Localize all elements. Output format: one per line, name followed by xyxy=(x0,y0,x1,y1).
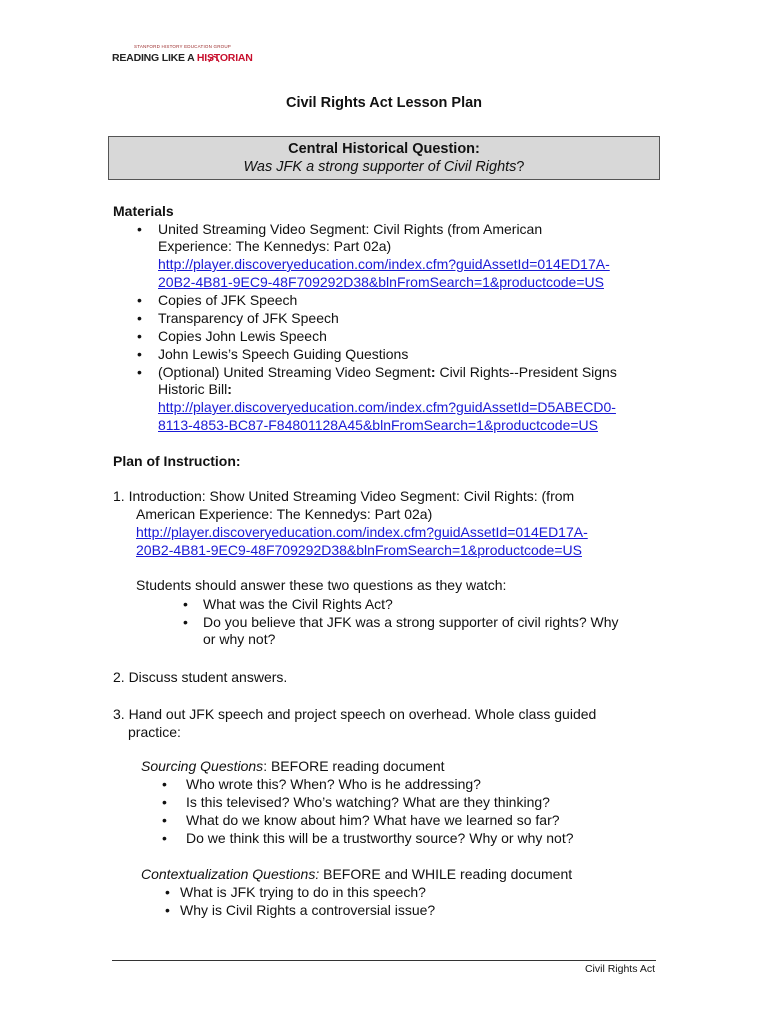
logo-arc-icon xyxy=(207,50,221,64)
bullet-icon: • xyxy=(137,364,142,380)
sourcing-question-1: Who wrote this? When? Who is he addressing? xyxy=(186,776,481,792)
material-item-4: Copies John Lewis Speech xyxy=(158,328,327,344)
material-item-6-line-1 xyxy=(158,364,617,382)
material-item-5: John Lewis’s Speech Guiding Questions xyxy=(158,346,409,362)
contextualization-question-1: What is JFK trying to do in this speech? xyxy=(180,884,426,900)
material-video-link-2[interactable]: http://player.discoveryeducation.com/index.cfm?guidAssetId=D5ABECD0- xyxy=(158,399,616,415)
sourcing-rest: : BEFORE reading document xyxy=(263,758,445,774)
plan-heading: Plan of Instruction: xyxy=(113,453,241,469)
page-title: Civil Rights Act Lesson Plan xyxy=(285,95,483,111)
material-video-link-1-cont[interactable]: 20B2-4B81-9EC9-48F709292D38&blnFromSearch=1&productcode=US xyxy=(158,274,604,290)
material-item-6-c: Civil Rights--President Signs xyxy=(435,364,617,380)
logo-group-name: STANFORD HISTORY EDUCATION GROUP xyxy=(134,44,231,49)
step-1-watch-instructions: Students should answer these two questions as they watch: xyxy=(136,577,507,593)
bullet-icon: • xyxy=(165,902,170,918)
material-item-6-line-2-text: Historic Bill xyxy=(158,381,228,397)
material-item-1-line-2: Experience: The Kennedys: Part 02a) xyxy=(158,238,392,254)
bullet-icon: • xyxy=(162,812,167,828)
contextualization-questions-heading xyxy=(141,866,572,884)
footer-divider xyxy=(112,960,656,961)
central-question-text xyxy=(109,158,659,176)
material-item-2: Copies of JFK Speech xyxy=(158,292,298,308)
material-item-6-line-2 xyxy=(158,381,232,399)
step-3-line-1: 3. Hand out JFK speech and project speech on overhead. Whole class guided xyxy=(113,706,597,722)
central-question-mark: ? xyxy=(516,159,525,175)
bullet-icon: • xyxy=(183,596,188,612)
material-video-link-1[interactable]: http://player.discoveryeducation.com/index.cfm?guidAssetId=014ED17A- xyxy=(158,256,610,272)
bullet-icon: • xyxy=(183,614,188,630)
sourcing-questions-heading xyxy=(141,758,445,776)
bullet-icon: • xyxy=(137,221,142,237)
logo-wordmark xyxy=(112,52,253,64)
material-item-6-colon: : xyxy=(430,364,436,380)
bullet-icon: • xyxy=(162,830,167,846)
bullet-icon: • xyxy=(137,346,142,362)
step-3-line-2: practice: xyxy=(128,724,181,740)
logo-orian: ORIAN xyxy=(219,52,253,64)
step-1-video-link[interactable]: http://player.discoveryeducation.com/index.cfm?guidAssetId=014ED17A- xyxy=(136,524,588,540)
bullet-icon: • xyxy=(162,794,167,810)
material-item-6-a: (Optional) United Streaming Video Segment xyxy=(158,364,431,380)
central-question-box xyxy=(108,136,660,180)
contextualization-question-2: Why is Civil Rights a controversial issue? xyxy=(180,902,436,918)
material-item-6-line-2-colon: : xyxy=(227,381,232,397)
central-question-body: Was JFK a strong supporter of Civil Rights xyxy=(243,159,517,175)
material-video-link-2-cont[interactable]: 8113-4853-BC87-F84801128A45&blnFromSearch=1&productcode=US xyxy=(158,417,598,433)
sourcing-label: Sourcing Questions xyxy=(141,758,264,774)
bullet-icon: • xyxy=(137,310,142,326)
step-1-video-link-cont[interactable]: 20B2-4B81-9EC9-48F709292D38&blnFromSearch=1&productcode=US xyxy=(136,542,582,558)
watch-question-2-line-2: or why not? xyxy=(203,631,276,647)
footer-title: Civil Rights Act xyxy=(584,963,655,975)
materials-heading: Materials xyxy=(113,203,174,219)
step-1-line-1: 1. Introduction: Show United Streaming Video Segment: Civil Rights: (from xyxy=(113,488,575,504)
contextualization-label: Contextualization Questions: xyxy=(141,866,320,882)
central-question-heading: Central Historical Question: xyxy=(288,141,480,157)
sourcing-question-3: What do we know about him? What have we learned so far? xyxy=(186,812,560,828)
logo-hist: HIST xyxy=(196,52,220,64)
material-item-3: Transparency of JFK Speech xyxy=(158,310,339,326)
watch-question-2-line-1: Do you believe that JFK was a strong supporter of civil rights? Why xyxy=(203,614,619,630)
bullet-icon: • xyxy=(162,776,167,792)
material-item-1-line-1: United Streaming Video Segment: Civil Rights (from American xyxy=(158,221,543,237)
bullet-icon: • xyxy=(137,292,142,308)
contextualization-rest: BEFORE and WHILE reading document xyxy=(319,866,573,882)
step-2: 2. Discuss student answers. xyxy=(113,669,288,685)
bullet-icon: • xyxy=(137,328,142,344)
bullet-icon: • xyxy=(165,884,170,900)
reading-like-a-historian-logo xyxy=(112,44,252,70)
sourcing-question-2: Is this televised? Who’s watching? What are they thinking? xyxy=(186,794,550,810)
step-1-line-2: American Experience: The Kennedys: Part 02a) xyxy=(136,506,433,522)
watch-question-1: What was the Civil Rights Act? xyxy=(203,596,393,612)
logo-reading: READING LIKE A xyxy=(112,52,197,64)
sourcing-question-4: Do we think this will be a trustworthy source? Why or why not? xyxy=(186,830,574,846)
